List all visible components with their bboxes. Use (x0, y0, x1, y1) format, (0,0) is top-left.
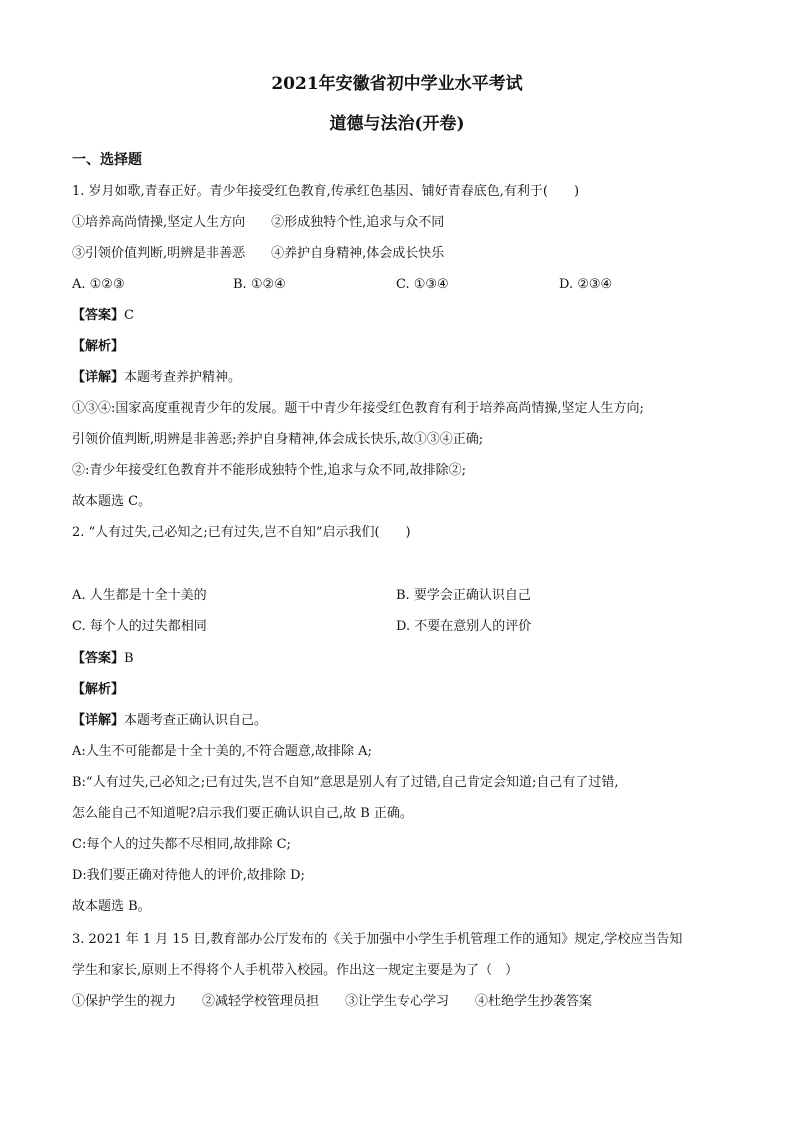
question-2-options-row2 (72, 618, 722, 636)
answer-label: 【答案】 (72, 308, 125, 323)
question-1-items-row2: ③引领价值判断,明辨是非善恶 ④养护自身精神,体会成长快乐 (72, 246, 445, 261)
question-1-answer (72, 307, 134, 325)
question-2-explanation-a: A:人生不可能都是十全十美的,不符合题意,故排除 A; (72, 744, 372, 759)
question-2-option-c: C. 每个人的过失都相同 (72, 619, 207, 634)
exam-subtitle: 道德与法治(开卷) (329, 114, 465, 134)
detail-text: 本题考查正确认识自己。 (124, 713, 268, 728)
question-2-option-b: B. 要学会正确认识自己 (396, 588, 531, 603)
question-1-options (72, 276, 722, 294)
detail-text: 本题考查养护精神。 (124, 370, 242, 385)
question-2-stem: 2. “人有过失,己必知之;已有过失,岂不自知”启示我们( ) (72, 525, 411, 540)
question-2-explanation-c: C:每个人的过失都不尽相同,故排除 C; (72, 837, 291, 852)
question-3-items: ①保护学生的视力 ②减轻学校管理员担 ③让学生专心学习 ④杜绝学生抄袭答案 (72, 994, 593, 1009)
section-heading: 一、选择题 (72, 152, 142, 168)
answer-value: C (124, 308, 134, 323)
question-1-explanation-1: ①③④:国家高度重视青少年的发展。题干中青少年接受红色教育有利于培养高尚情操,坚定人生方向; (72, 401, 644, 416)
detail-label: 【详解】 (72, 370, 125, 385)
question-1-items-row1: ①培养高尚情操,坚定人生方向 ②形成独特个性,追求与众不同 (72, 215, 445, 230)
question-2-conclusion: 故本题选 B。 (72, 899, 151, 914)
question-3-stem-line2: 学生和家长,原则上不得将个人手机带入校园。作出这一规定主要是为了（ ） (72, 963, 519, 978)
question-1-option-d: D. ②③④ (559, 277, 613, 292)
question-2-explanation-b2: 怎么能自己不知道呢?启示我们要正确认识自己,故 B 正确。 (72, 806, 413, 821)
question-2-answer (72, 650, 134, 668)
question-1-explanation-3: ②:青少年接受红色教育并不能形成独特个性,追求与众不同,故排除②; (72, 463, 467, 478)
question-1-option-a: A. ①②③ (72, 277, 125, 292)
question-1-stem: 1. 岁月如歌,青春正好。青少年接受红色教育,传承红色基因、铺好青春底色,有利于( ) (72, 184, 580, 199)
question-3-stem-line1: 3. 2021 年 1 月 15 日,教育部办公厅发布的《关于加强中小学生手机管理工作的通知》规定,学校应当告知 (72, 932, 683, 947)
question-2-options-row1 (72, 587, 722, 605)
question-1-option-c: C. ①③④ (396, 277, 449, 292)
question-2-analysis-label: 【解析】 (72, 682, 125, 697)
detail-label: 【详解】 (72, 713, 125, 728)
question-1-analysis-label: 【解析】 (72, 339, 125, 354)
answer-value: B (124, 651, 134, 666)
question-2-explanation-b1: B:“人有过失,己必知之;已有过失,岂不自知”意思是别人有了过错,自己肯定会知道;自己有了过错, (72, 775, 619, 790)
question-2-option-a: A. 人生都是十全十美的 (72, 588, 207, 603)
question-1-option-b: B. ①②④ (233, 277, 286, 292)
question-1-conclusion: 故本题选 C。 (72, 494, 152, 509)
answer-label: 【答案】 (72, 651, 125, 666)
question-2-detail (72, 712, 267, 730)
question-1-detail (72, 369, 241, 387)
question-1-explanation-2: 引领价值判断,明辨是非善恶;养护自身精神,体会成长快乐,故①③④正确; (72, 432, 484, 447)
question-2-explanation-d: D:我们要正确对待他人的评价,故排除 D; (72, 868, 305, 883)
question-2-option-d: D. 不要在意别人的评价 (396, 619, 532, 634)
exam-title: 2021年安徽省初中学业水平考试 (271, 74, 523, 94)
